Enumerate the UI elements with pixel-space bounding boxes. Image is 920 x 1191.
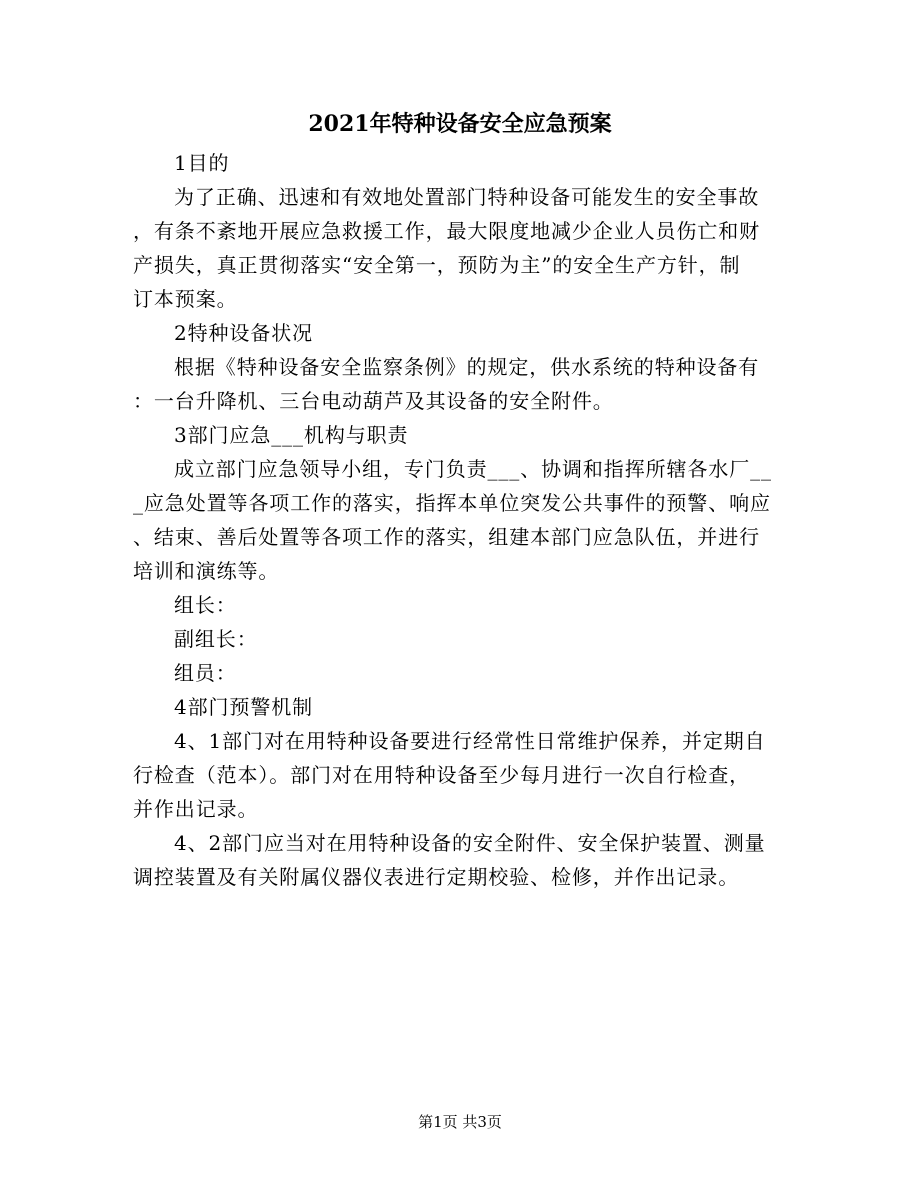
paragraph-line: 调控装置及有关附属仪器仪表进行定期校验、检修，并作出记录。 [133,865,740,889]
paragraph-line: ，有条不紊地开展应急救援工作，最大限度地减少企业人员伤亡和财 [133,219,760,243]
paragraph-line: ：一台升降机、三台电动葫芦及其设备的安全附件。 [133,389,614,413]
paragraph-line: 订本预案。 [133,287,238,311]
paragraph-line: 行检查（范本）。部门对在用特种设备至少每月进行一次自行检查， [133,763,750,787]
paragraph-line: 、结束、善后处置等各项工作的落实，组建本部门应急队伍，并进行 [133,525,760,549]
paragraph-line: 培训和演练等。 [133,559,280,583]
document-title: 2021年特种设备安全应急预案 [308,111,612,137]
heading-4: 4部门预警机制 [174,695,314,719]
paragraph-line: 根据《特种设备安全监察条例》的规定，供水系统的特种设备有 [174,355,760,379]
paragraph-line: 为了正确、迅速和有效地处置部门特种设备可能发生的安全事故 [174,185,760,209]
page-footer: 第1页 共3页 [418,1113,502,1131]
paragraph-line: 4、2部门应当对在用特种设备的安全附件、安全保护装置、测量 [174,831,766,855]
paragraph-line: 并作出记录。 [133,797,259,821]
heading-3: 3部门应急___机构与职责 [174,423,409,447]
heading-1: 1目的 [174,151,230,175]
paragraph-line: 4、1部门对在用特种设备要进行经常性日常维护保养，并定期自 [174,729,766,753]
deputy-leader-label: 副组长： [174,627,258,651]
members-label: 组员： [174,661,237,685]
document-body [133,146,773,894]
paragraph-line: 产损失，真正贯彻落实“安全第一，预防为主”的安全生产方针，制 [133,253,741,277]
heading-2: 2特种设备状况 [174,321,314,345]
group-leader-label: 组长： [174,593,237,617]
paragraph-line: _应急处置等各项工作的落实，指挥本单位突发公共事件的预警、响应 [133,491,771,515]
paragraph-line: 成立部门应急领导小组，专门负责___、协调和指挥所辖各水厂__ [174,457,772,481]
